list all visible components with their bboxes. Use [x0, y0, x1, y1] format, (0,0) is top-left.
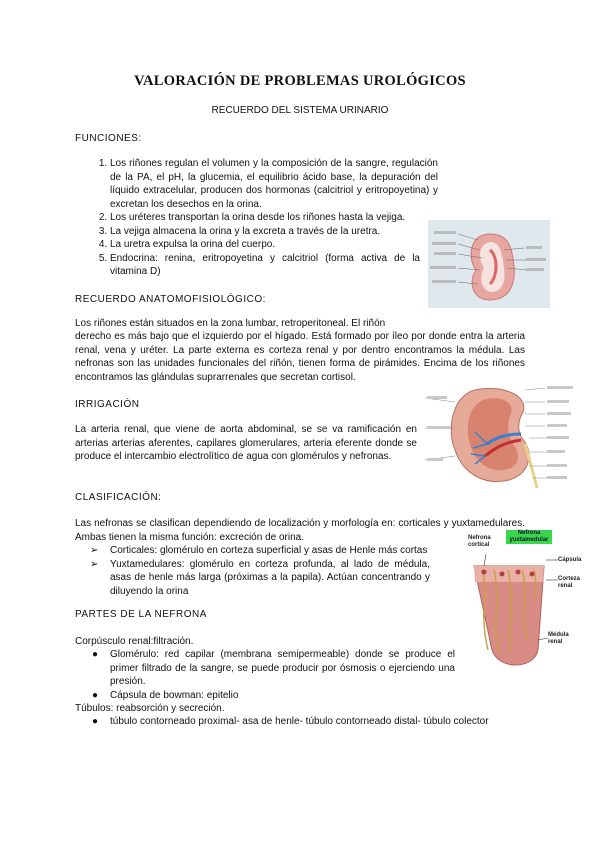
- bullet-icon: ●: [92, 716, 99, 727]
- corpusculo-list: [90, 648, 455, 702]
- nephron-label-medula: Médula renal: [548, 632, 569, 645]
- kidney-irrigation-diagram: [425, 382, 575, 492]
- subtitle: RECUERDO DEL SISTEMA URINARIO: [211, 105, 389, 116]
- anatomo-line1: Los riñones están situados en la zona lumbar, retroperitoneal. El riñón: [75, 318, 386, 329]
- irrigacion-text: La arteria renal, que viene de aorta abdominal, se se va ramificación en arterias arterias aferentes, capilares glomerulares, arteria eferente donde se produce el intercambio electrolítico de agua con glomérulos y nefronas.: [75, 424, 417, 462]
- irrigacion-heading: IRRIGACIÓN: [75, 399, 140, 410]
- nephron-label-cortical: Nefrona cortical: [468, 535, 491, 548]
- funciones-heading: FUNCIONES:: [75, 133, 142, 144]
- partes-heading: PARTES DE LA NEFRONA: [75, 609, 207, 620]
- anatomo-text: derecho es más bajo que el izquierdo por el hígado. Está formado por íleo por donde entra la arteria renal, vena y uréter. La parte externa es corteza renal y por dentro encontramos la médula. Las nefronas son las unidades funcionales del riñón, tienen forma de pirámides. Encima de los riñones encontramos las glándulas suprarrenales que secretan cortisol.: [75, 331, 525, 383]
- clasificacion-item: ➢ Yuxtamedulares: glomérulo en corteza profunda, al lado de médula, asas de henle más larga (próximas a la papila). Actúan concentrando y diluyendo la orina: [90, 558, 430, 597]
- bullet-icon: ●: [92, 649, 99, 660]
- tubulos-label: Túbulos: reabsorción y secreción.: [75, 703, 225, 714]
- clasificacion-heading: CLASIFICACIÓN:: [75, 492, 162, 503]
- funcion-item: 5. Endocrina: renina, eritropoyetina y calcitriol (forma activa de la vitamina D): [110, 252, 420, 279]
- arrow-bullet-icon: ➢: [90, 545, 99, 556]
- nephron-label-corteza: Corteza renal: [558, 576, 581, 589]
- nephron-label-capsula: Cápsula: [558, 557, 582, 563]
- clasificacion-intro: Las nefronas se clasifican dependiendo de localización y morfología en: corticales y yuxtamedulares. Ambas tienen la misma función: excreción de orina.: [75, 518, 525, 543]
- clasificacion-item: ➢ Corticales: glomérulo en corteza superficial y asas de Henle más cortas: [90, 545, 428, 556]
- funcion-item: 2. Los uréteres transportan la orina desde los riñones hasta la vejiga.: [110, 211, 410, 225]
- funcion-item: 4. La uretra expulsa la orina del cuerpo.: [110, 238, 410, 252]
- anatomo-heading: RECUERDO ANATOMOFISIOLÓGICO:: [75, 294, 266, 305]
- kidney-diagram: [428, 220, 550, 308]
- corpusculo-item: ● Cápsula de bowman: epitelio: [92, 689, 239, 701]
- tubulos-list: [90, 715, 530, 729]
- nephron-label-yuxta: Nefrona yuxtamedular: [509, 530, 549, 543]
- nephron-diagram: [468, 530, 580, 675]
- page-title: VALORACIÓN DE PROBLEMAS UROLÓGICOS: [134, 73, 466, 89]
- corpusculo-label: Corpúsculo renal:filtración.: [75, 636, 194, 647]
- bullet-icon: ●: [92, 689, 99, 701]
- tubulos-item: ● túbulo contorneado proximal- asa de henle- túbulo contorneado distal- túbulo colector: [92, 716, 489, 727]
- funcion-item: 3. La vejiga almacena la orina y la excreta a través de la uretra.: [110, 225, 410, 239]
- corpusculo-item: ● Glomérulo: red capilar (membrana semipermeable) donde se produce el primer filtrado de la sangre, se puede producir por ósmosis o ejerciendo una presión.: [92, 649, 455, 687]
- funcion-item: 1. Los riñones regulan el volumen y la composición de la sangre, regulación de la PA, el pH, la glucemia, el equilibrio ácido base, la depuración del líquido extracelular, producen dos hormonas (calcitriol y eritropoyetina) y excretan los desechos en la orina.: [110, 157, 438, 211]
- arrow-bullet-icon: ➢: [90, 558, 99, 570]
- clasificacion-list: [90, 544, 430, 598]
